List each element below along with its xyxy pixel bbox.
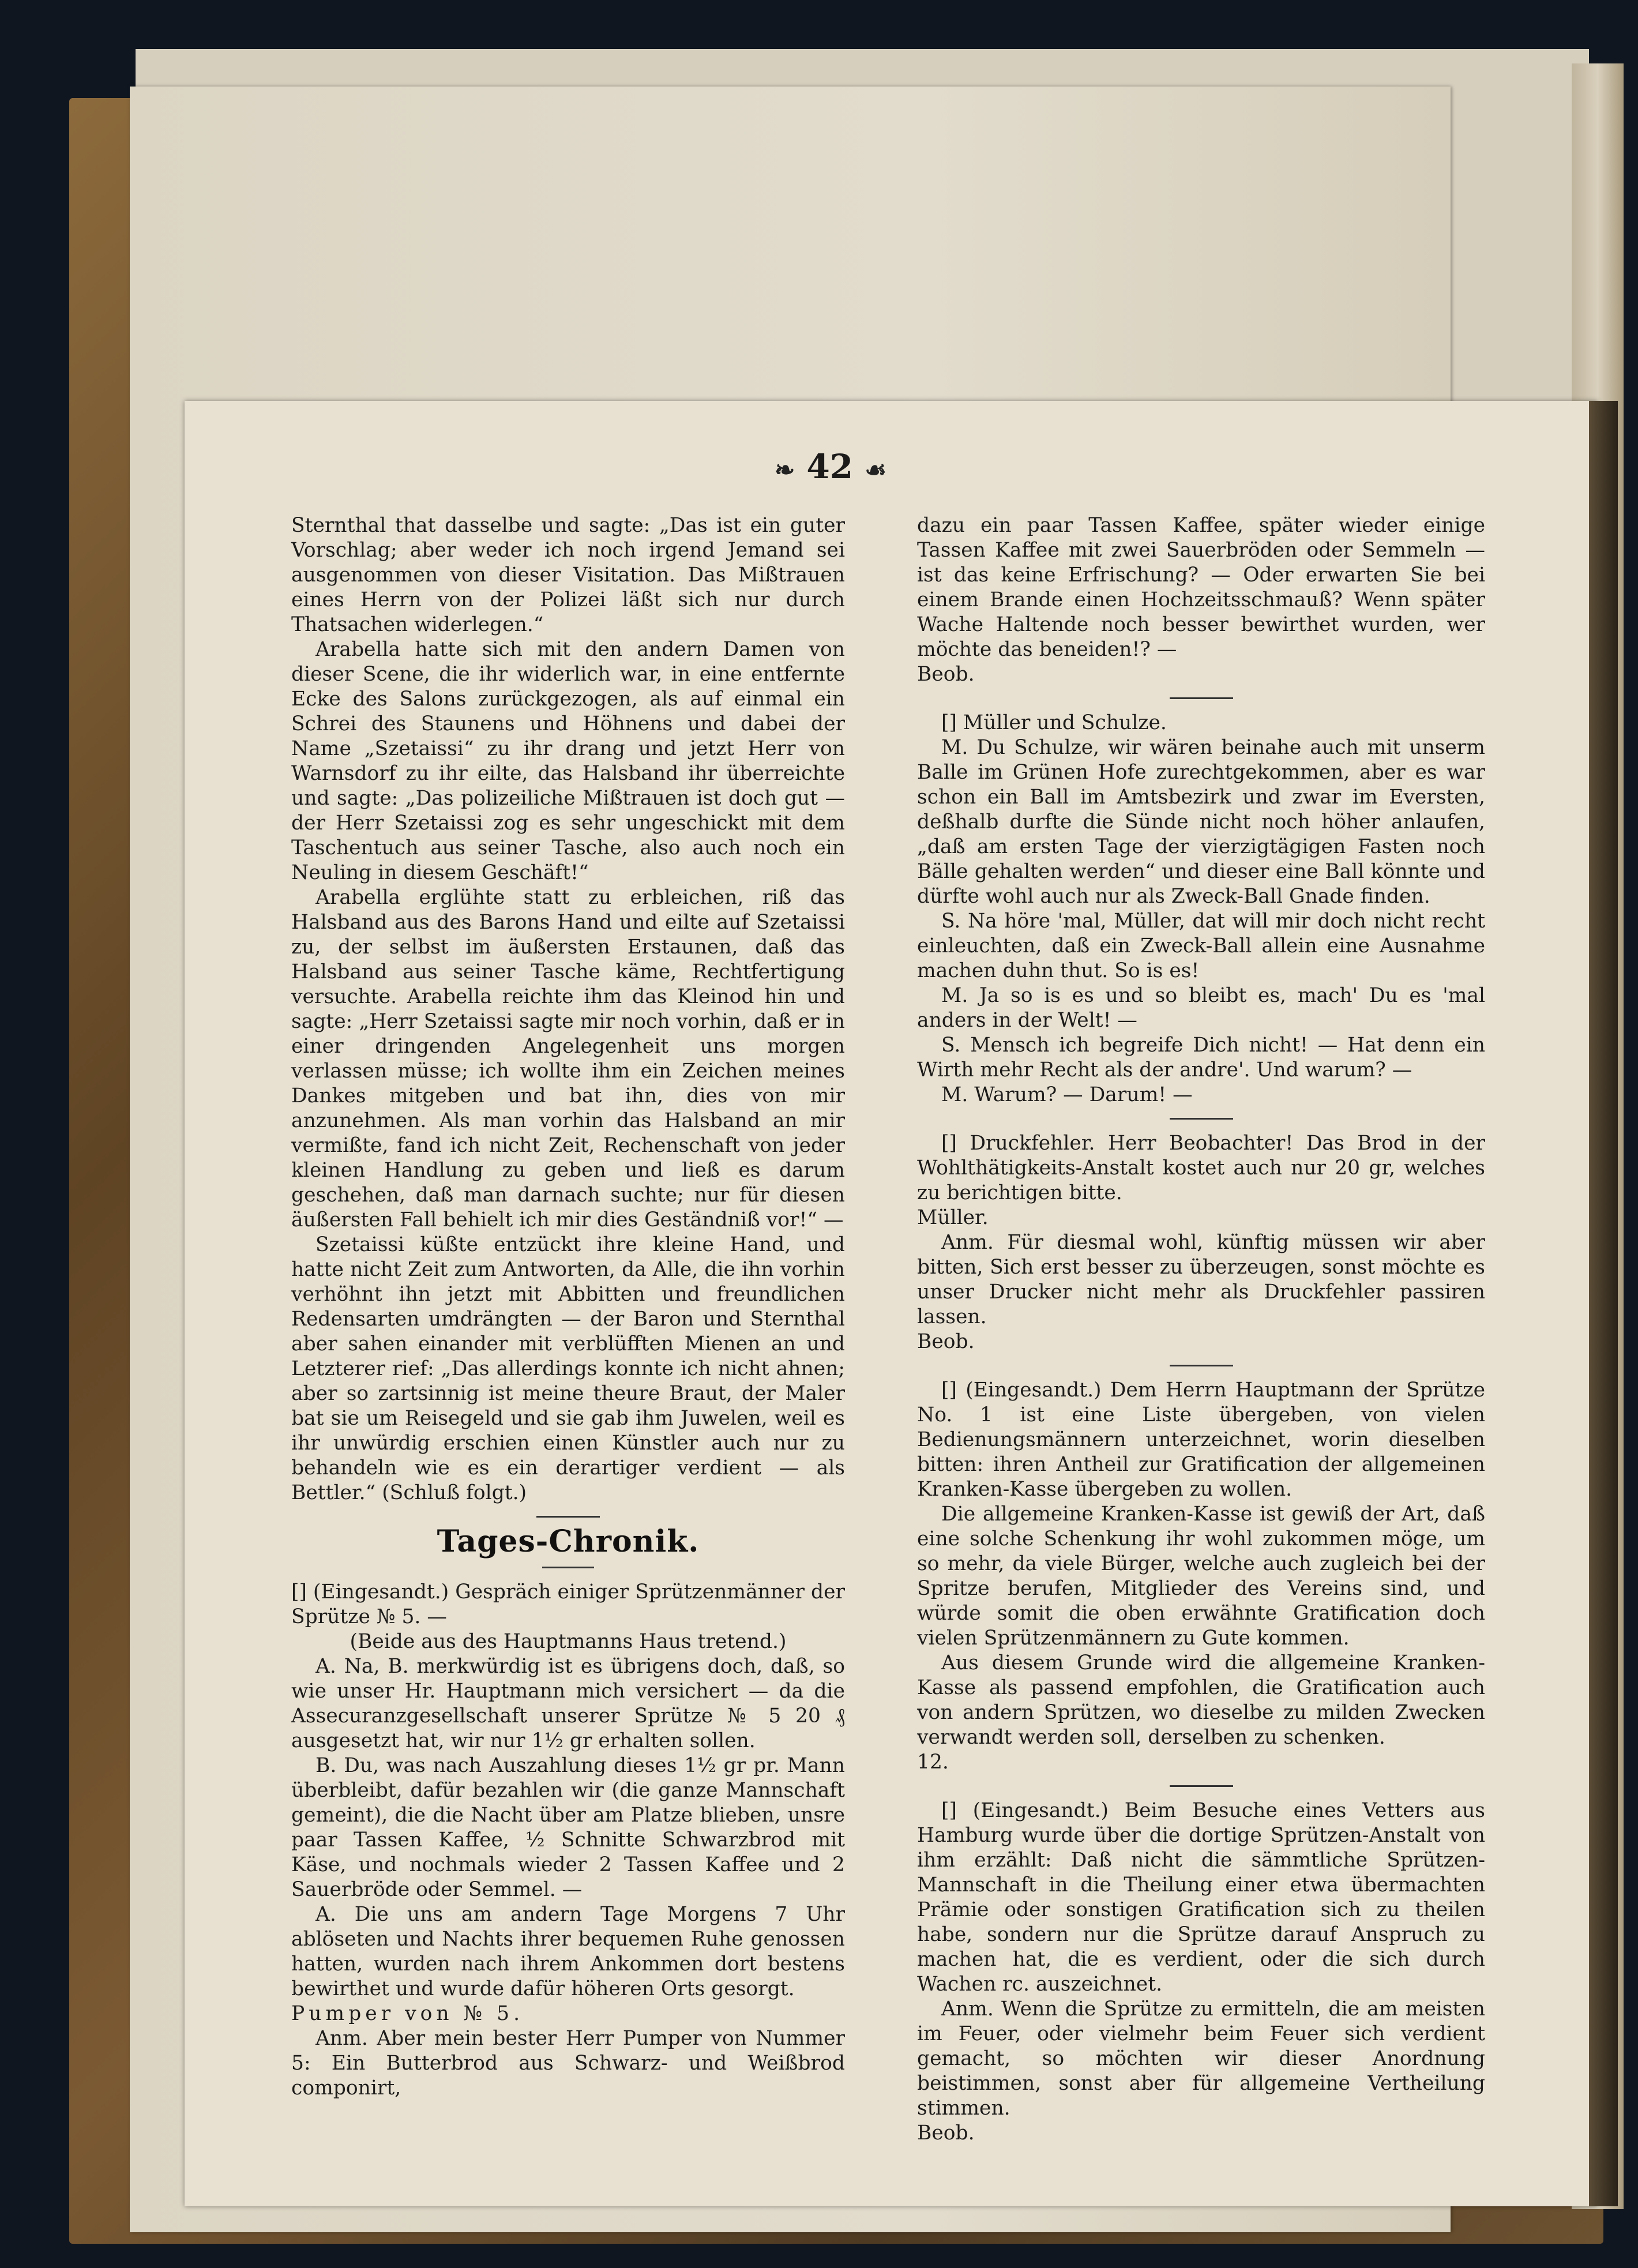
continuation-paragraph: dazu ein paar Tassen Kaffee, später wieder einige Tassen Kaffee mit zwei Sauerbröden oder Semmeln — ist das keine Erfrischung? — Oder erwarten Sie bei einem Brande einen Hochzeitsschmauß? Wenn später Wache Haltende noch besser bewirthet wurden, wer möchte das beneiden!? — — [917, 514, 1485, 661]
annotation-paragraph: Anm. Für diesmal wohl, künftig müssen wir aber bitten, Sich erst besser zu überzeugen, sonst möchte es unser Drucker nicht mehr als Druckfehler passiren lassen. — [917, 1231, 1485, 1328]
chronik-paragraph: B. Du, was nach Auszahlung dieses 1½ gr pr. Mann überbleibt, dafür bezahlen wir (die ganze Mannschaft gemeint), die die Nacht über am Platze blieben, unsre paar Tassen Kaffee, ½ Schnitte Schwarzbrod mit Käse, und nochmals wieder 2 Tassen Kaffee und 2 Sauerbröde oder Semmel. — — [291, 1754, 845, 1901]
dialogue-title: [] Müller und Schulze. — [941, 711, 1167, 734]
eingesandt-paragraph: Die allgemeine Kranken-Kasse ist gewiß der Art, daß eine solche Schenkung ihr wohl zukommen möge, um so mehr, da viele Bürger, welche auch zugleich bei der Spritze berufen, Mitglieder des Vereins sind, und würde somit die oben erwähnte Gratification doch vielen Sprützenmännern zu Gute kommen. — [917, 1503, 1485, 1650]
eingesandt-paragraph: Aus diesem Grunde wird die allgemeine Kranken-Kasse als passend empfohlen, die Gratification auch von andern Sprützen, wo dieselbe zu milden Zwecken verwandt werden soll, derselben zu schenken. — [917, 1651, 1485, 1749]
dialogue-line: S. Mensch ich begreife Dich nicht! — Hat denn ein Wirth mehr Recht als der andre'. Und warum? — — [917, 1034, 1485, 1082]
chronik-signature: Pumper von № 5. — [291, 2002, 524, 2025]
left-column — [291, 513, 845, 2101]
signature: Beob. — [917, 663, 975, 686]
signature: Beob. — [917, 2121, 975, 2145]
page-number — [692, 447, 969, 486]
eingesandt-paragraph: [] (Eingesandt.) Beim Besuche eines Vetters aus Hamburg wurde über die dortige Sprützen-Anstalt von ihm erzählt: Daß nicht die sämmtliche Sprützen-Mannschaft in die Theilung einer etwa übermachten Prämie oder sonstigen Gratification sich zu theilen habe, sondern nur die Sprütze darauf Anspruch zu machen hat, die es verdient, oder die sich durch Wachen rc. auszeichnet. — [917, 1799, 1485, 1996]
page-number-text: 42 — [806, 447, 854, 486]
ornament-left-icon: ❧ — [775, 455, 795, 484]
ornament-right-icon: ☙ — [865, 455, 886, 484]
chronik-stage-direction: (Beide aus des Hauptmanns Haus tretend.) — [350, 1630, 787, 1653]
divider — [542, 1567, 594, 1568]
chronik-paragraph: [] (Eingesandt.) Gespräch einiger Sprützenmänner der Sprütze № 5. — — [291, 1580, 845, 1628]
chronik-paragraph: Anm. Aber mein bester Herr Pumper von Nummer 5: Ein Butterbrod aus Schwarz- und Weißbrod componirt, — [291, 2027, 845, 2100]
signature: Beob. — [917, 1330, 975, 1353]
divider — [1170, 1118, 1233, 1120]
dialogue-line: S. Na höre 'mal, Müller, dat will mir doch nicht recht einleuchten, daß ein Zweck-Ball allein eine Ausnahme machen duhn thut. So is es! — [917, 910, 1485, 982]
chronik-paragraph: A. Na, B. merkwürdig ist es übrigens doch, daß, so wie unser Hr. Hauptmann mich versichert — da die Assecuranzgesellschaft unserer Sprütze № 5 20 ₰ ausgesetzt hat, wir nur 1½ gr erhalten sollen. — [291, 1655, 845, 1752]
divider — [1170, 1785, 1233, 1787]
dialogue-line: M. Du Schulze, wir wären beinahe auch mit unserm Balle im Grünen Hofe zurechtgekommen, aber es war schon ein Ball im Amtsbezirk und zwar im Eversten, deßhalb durfte die Sünde nicht noch höher anlaufen, „daß am ersten Tage der vierzigtägigen Fasten noch Bälle gehalten werden“ und dieser eine Ball könnte und dürfte wohl auch nur als Zweck-Ball Gnade finden. — [917, 736, 1485, 908]
story-paragraph: Arabella erglühte statt zu erbleichen, riß das Halsband aus des Barons Hand und eilte auf Szetaissi zu, der selbst im äußersten Erstaunen, daß das Halsband aus seiner Tasche käme, Rechtfertigung versuchte. Arabella reichte ihm das Kleinod hin und sagte: „Herr Szetaissi sagte mir noch vorhin, daß er in einer dringenden Angelegenheit uns morgen verlassen müsse; ich wollte ihm ein Zeichen meines Dankes mitgeben und bat ihn, dies von mir anzunehmen. Als man vorhin das Halsband an mir vermißte, fand ich nicht Zeit, Rechenschaft von jeder kleinen Handlung zu geben und ließ es darum geschehen, daß man darnach suchte; nur für diesen äußersten Fall behielt ich mir dies Geständniß vor!“ — — [291, 886, 845, 1231]
right-column — [917, 513, 1485, 2146]
story-paragraph: Arabella hatte sich mit den andern Damen von dieser Scene, die ihr widerlich war, in eine entfernte Ecke des Salons zurückgezogen, als auf einmal ein Schrei des Staunens und Höhnens und dabei der Name „Szetaissi“ zu ihr drang und jetzt Herr von Warnsdorf zu ihr eilte, das Halsband ihr überreichte und sagte: „Das polizeiliche Mißtrauen ist doch gut — der Herr Szetaissi zog es sehr ungeschickt mit dem Taschentuch aus seiner Tasche, also auch noch ein Neuling in diesem Geschäft!“ — [291, 638, 845, 884]
story-paragraph: Szetaissi küßte entzückt ihre kleine Hand, und hatte nicht Zeit zum Antworten, da Alle, die ihn vorhin verhöhnt ihn jetzt mit Abbitten und freundlichen Redensarten umdrängten — der Baron und Sternthal aber sahen einander mit verblüfften Mienen an und Letzterer rief: „Das allerdings konnte ich nicht ahnen; aber so zartsinnig ist meine theure Braut, der Maler bat sie um Reisegeld und sie gab ihm Juwelen, weil es ihr unwürdig erschien einen Künstler auch nur zu behandeln wie es ein derartiger verdient — als Bettler.“ (Schluß folgt.) — [291, 1233, 845, 1504]
story-paragraph: Sternthal that dasselbe und sagte: „Das ist ein guter Vorschlag; aber weder ich noch irgend Jemand sei ausgenommen von dieser Visitation. Das Mißtrauen eines Herrn von der Polizei läßt sich nur durch Thatsachen widerlegen.“ — [291, 514, 845, 636]
divider — [536, 1516, 600, 1518]
dialogue-line: M. Warum? — Darum! — — [941, 1083, 1193, 1106]
druckfehler-paragraph: [] Druckfehler. Herr Beobachter! Das Brod in der Wohlthätigkeits-Anstalt kostet auch nur 20 gr, welches zu berichtigen bitte. — [917, 1132, 1485, 1204]
signature: Müller. — [917, 1206, 989, 1229]
eingesandt-paragraph: [] (Eingesandt.) Dem Herrn Hauptmann der Sprütze No. 1 ist eine Liste übergeben, von vielen Bedienungsmännern unterzeichnet, worin dieselben bitten: ihren Antheil zur Gratification der allgemeinen Kranken-Kasse übergeben zu wollen. — [917, 1379, 1485, 1501]
book-gutter — [1589, 401, 1618, 2206]
signature: 12. — [917, 1751, 949, 1774]
dialogue-line: M. Ja so is es und so bleibt es, mach' Du es 'mal anders in der Welt! — — [917, 984, 1485, 1032]
divider — [1170, 697, 1233, 699]
chronik-paragraph: A. Die uns am andern Tage Morgens 7 Uhr ablöseten und Nachts ihrer bequemen Ruhe genossen hatten, wurden nach ihrem Ankommen dort bestens bewirthet und wurde dafür höheren Orts gesorgt. — [291, 1903, 845, 2000]
section-title: Tages-Chronik. — [437, 1524, 700, 1559]
divider — [1170, 1365, 1233, 1366]
annotation-paragraph: Anm. Wenn die Sprütze zu ermitteln, die am meisten im Feuer, oder vielmehr beim Feuer sich verdient gemacht, so möchten wir dieser Anordnung beistimmen, sonst aber für allgemeine Vertheilung stimmen. — [917, 1997, 1485, 2120]
